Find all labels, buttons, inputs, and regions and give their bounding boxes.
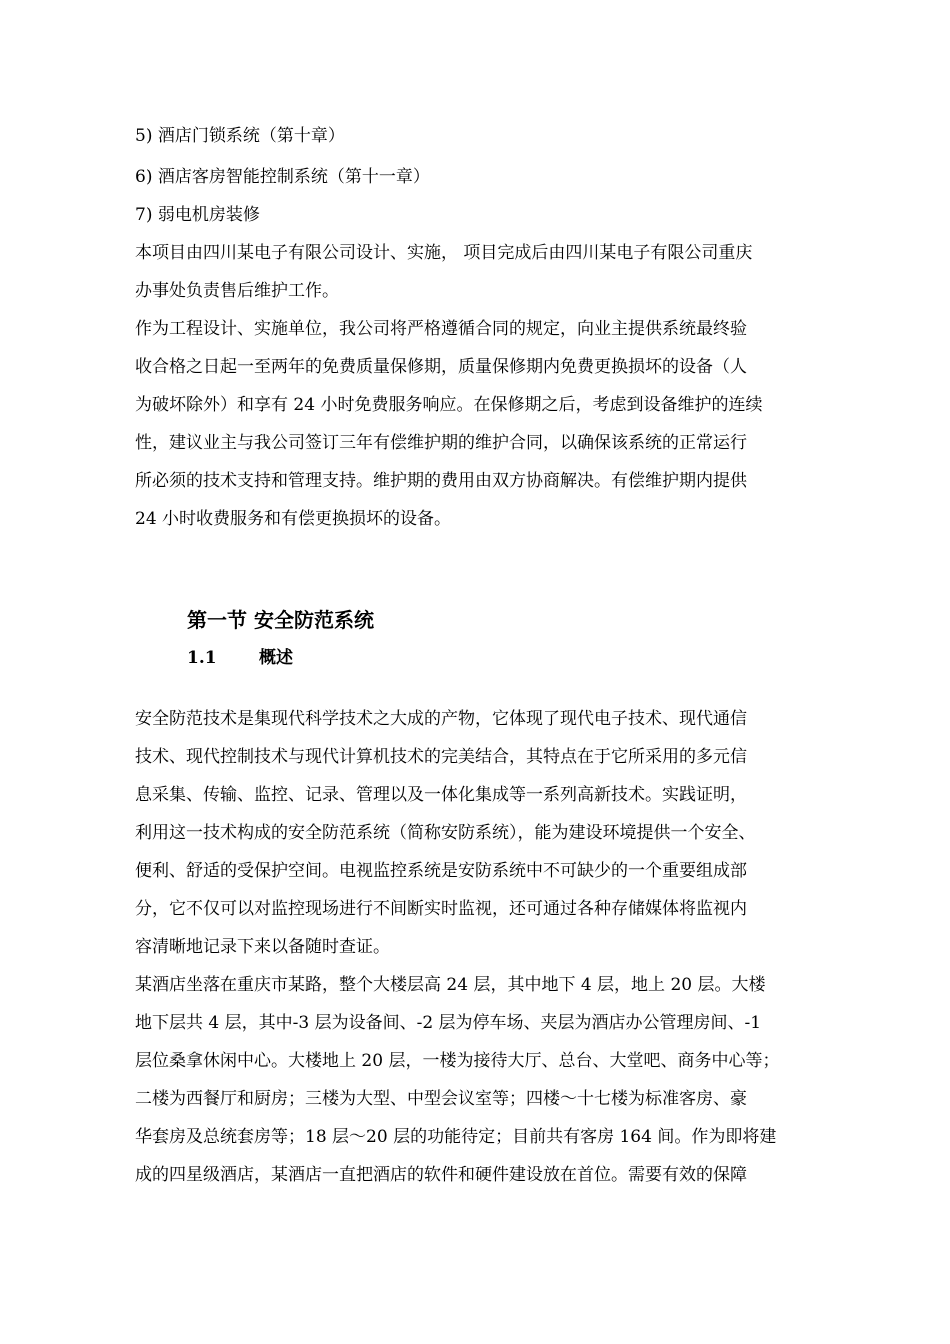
paragraph-line: 某酒店坐落在重庆市某路，整个大楼层高 24 层，其中地下 4 层，地上 20 层。大楼 xyxy=(135,975,766,995)
paragraph-line: 华套房及总统套房等；18 层～20 层的功能待定；目前共有客房 164 间。作为即将建 xyxy=(135,1127,777,1147)
paragraph-line: 分，它不仅可以对监控现场进行不间断实时监视，还可通过各种存储媒体将监视内 xyxy=(135,899,747,919)
list-item: 6) 酒店客房智能控制系统（第十一章） xyxy=(135,167,430,187)
paragraph-line: 24 小时收费服务和有偿更换损坏的设备。 xyxy=(135,509,452,529)
paragraph-line: 容清晰地记录下来以备随时查证。 xyxy=(135,937,390,957)
subsection-number: 1.1 xyxy=(187,648,217,668)
paragraph-line: 本项目由四川某电子有限公司设计、实施， 项目完成后由四川某电子有限公司重庆 xyxy=(135,243,753,263)
paragraph-line: 所必须的技术支持和管理支持。维护期的费用由双方协商解决。有偿维护期内提供 xyxy=(135,471,747,491)
paragraph-line: 作为工程设计、实施单位，我公司将严格遵循合同的规定，向业主提供系统最终验 xyxy=(135,319,747,339)
list-item: 5) 酒店门锁系统（第十章） xyxy=(135,126,345,146)
paragraph-line: 收合格之日起一至两年的免费质量保修期，质量保修期内免费更换损坏的设备（人 xyxy=(135,357,747,377)
paragraph-line: 利用这一技术构成的安全防范系统（简称安防系统），能为建设环境提供一个安全、 xyxy=(135,823,756,843)
paragraph-line: 地下层共 4 层，其中-3 层为设备间、-2 层为停车场、夹层为酒店办公管理房间、-1 xyxy=(135,1013,762,1033)
paragraph-line: 技术、现代控制技术与现代计算机技术的完美结合，其特点在于它所采用的多元信 xyxy=(135,747,747,767)
section-heading: 第一节 安全防范系统 xyxy=(187,608,374,632)
paragraph-line: 安全防范技术是集现代科学技术之大成的产物，它体现了现代电子技术、现代通信 xyxy=(135,709,747,729)
list-item: 7) 弱电机房装修 xyxy=(135,205,260,225)
paragraph-line: 层位桑拿休闲中心。大楼地上 20 层，一楼为接待大厅、总台、大堂吧、商务中心等； xyxy=(135,1051,780,1071)
subsection-heading xyxy=(187,647,293,669)
subsection-title: 概述 xyxy=(259,648,293,668)
paragraph-line: 为破坏除外）和享有 24 小时免费服务响应。在保修期之后，考虑到设备维护的连续 xyxy=(135,395,763,415)
paragraph-line: 二楼为西餐厅和厨房；三楼为大型、中型会议室等；四楼～十七楼为标准客房、豪 xyxy=(135,1089,747,1109)
paragraph-line: 成的四星级酒店，某酒店一直把酒店的软件和硬件建设放在首位。需要有效的保障 xyxy=(135,1165,747,1185)
paragraph-line: 息采集、传输、监控、记录、管理以及一体化集成等一系列高新技术。实践证明， xyxy=(135,785,747,805)
paragraph-line: 性，建议业主与我公司签订三年有偿维护期的维护合同，以确保该系统的正常运行 xyxy=(135,433,747,453)
paragraph-line: 办事处负责售后维护工作。 xyxy=(135,281,339,301)
paragraph-line: 便利、舒适的受保护空间。电视监控系统是安防系统中不可缺少的一个重要组成部 xyxy=(135,861,747,881)
